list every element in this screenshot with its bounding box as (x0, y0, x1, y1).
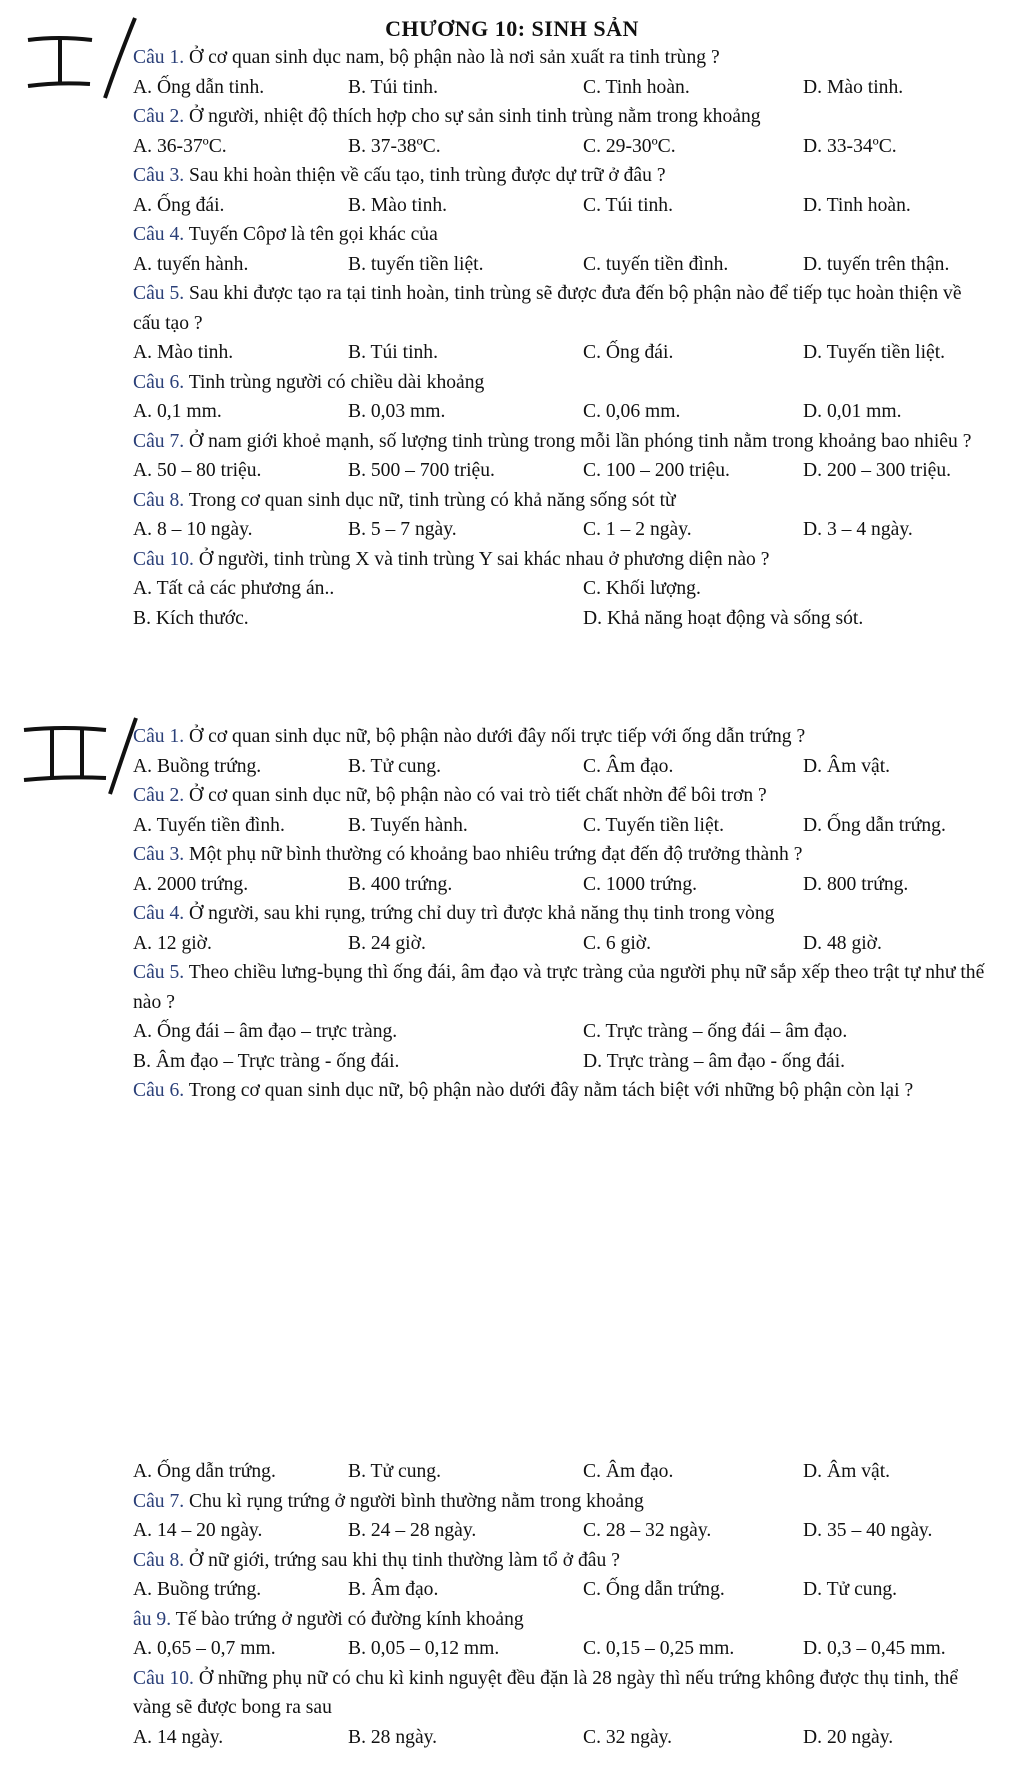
answer-option: D. tuyến trên thận. (803, 253, 950, 275)
answer-option: D. 200 – 300 triệu. (803, 460, 952, 481)
answer-option: C. 29-30ºC. (583, 135, 676, 157)
answer-option: C. 1000 trứng. (583, 873, 698, 895)
answer-option: B. 5 – 7 ngày. (348, 519, 457, 540)
answer-option: B. Tử cung. (348, 1461, 441, 1482)
answer-option: A. 8 – 10 ngày. (133, 519, 253, 540)
answer-option: B. 400 trứng. (348, 873, 453, 895)
question-text: Theo chiều lưng-bụng thì ống đái, âm đạo và trực tràng của người phụ nữ sắp xếp theo trật tự như thế nào ? (133, 962, 985, 1013)
answer-options (133, 397, 993, 427)
section-three (133, 1457, 993, 1752)
answer-option: C. Âm đạo. (583, 1461, 674, 1482)
question-stem (133, 161, 993, 191)
question-number: Câu 1. (133, 726, 185, 747)
page-title: CHƯƠNG 10: SINH SẢN (385, 16, 639, 41)
question-text: Chu kì rụng trứng ở người bình thường nằm trong khoảng (184, 1490, 644, 1512)
answer-option: B. Mào tinh. (348, 194, 448, 216)
answer-option: C. Trực tràng – ống đái – âm đạo. (583, 1021, 848, 1042)
answer-option: C. Tuyến tiền liệt. (583, 814, 724, 836)
answer-option: A. 2000 trứng. (133, 873, 249, 895)
question-text: Tuyến Côpơ là tên gọi khác của (184, 224, 438, 245)
answer-options (133, 456, 993, 486)
answer-option: B. Âm đạo – Trực tràng - ống đái. (133, 1050, 400, 1072)
question-number: Câu 5. (133, 962, 185, 983)
question-stem (133, 545, 993, 575)
question-number: Câu 6. (133, 1080, 185, 1101)
answer-option: C. Khối lượng. (583, 578, 701, 599)
answer-option: C. 100 – 200 triệu. (583, 460, 730, 481)
answer-option: D. Tuyến tiền liệt. (803, 342, 946, 363)
answer-option: A. 0,65 – 0,7 mm. (133, 1638, 276, 1659)
answer-option: D. Ống dẫn trứng. (803, 814, 946, 836)
question-number: Câu 1. (133, 47, 185, 68)
section-two (133, 722, 993, 1106)
answer-option: D. Âm vật. (803, 1461, 891, 1482)
answer-option: B. 37-38ºC. (348, 135, 441, 157)
section-mark-1 (10, 10, 135, 113)
answer-options (133, 752, 993, 782)
answer-option: B. Âm đạo. (348, 1579, 439, 1600)
question-text: Ở cơ quan sinh dục nữ, bộ phận nào có vai trò tiết chất nhờn để bôi trơn ? (184, 785, 767, 806)
question-stem (133, 840, 993, 870)
answer-option: D. 33-34ºC. (803, 135, 897, 157)
answer-option: C. 0,06 mm. (583, 401, 681, 422)
question-stem (133, 781, 993, 811)
question-number: Câu 5. (133, 283, 185, 304)
answer-option: D. Tử cung. (803, 1579, 898, 1600)
answer-option: A. Ống đái. (133, 194, 225, 216)
answer-options (133, 929, 993, 959)
question-stem (133, 1487, 993, 1517)
answer-option: A. Tuyến tiền đình. (133, 814, 285, 836)
answer-option: A. Mào tinh. (133, 342, 234, 363)
question-stem (133, 368, 993, 398)
question-text: Trong cơ quan sinh dục nữ, tinh trùng có khả năng sống sót từ (184, 489, 676, 511)
answer-option: D. 35 – 40 ngày. (803, 1520, 933, 1541)
answer-options (133, 1575, 993, 1605)
answer-option: D. 20 ngày. (803, 1726, 894, 1748)
answer-option: B. Kích thước. (133, 607, 249, 629)
answer-option: A. 0,1 mm. (133, 401, 222, 422)
question-number: Câu 7. (133, 430, 185, 452)
answer-options (133, 1723, 993, 1753)
answer-options (133, 870, 993, 900)
question-stem (133, 1546, 993, 1576)
question-stem (133, 1076, 993, 1106)
question-text: Ở người, sau khi rụng, trứng chỉ duy trì được khả năng thụ tinh trong vòng (184, 903, 775, 924)
answer-option: B. 0,03 mm. (348, 401, 446, 422)
question-text: Ở nam giới khoẻ mạnh, số lượng tinh trùng trong mỗi lần phóng tinh nằm trong khoảng bao nhiêu ? (184, 430, 972, 452)
question-number: Câu 2. (133, 106, 185, 127)
question-stem (133, 220, 993, 250)
answer-options (133, 574, 993, 633)
answer-option: B. 500 – 700 triệu. (348, 460, 495, 481)
question-number: Câu 6. (133, 371, 185, 393)
answer-options (133, 73, 993, 103)
question-stem (133, 279, 993, 338)
question-text: Tế bào trứng ở người có đường kính khoảng (171, 1608, 524, 1630)
question-text: Sau khi hoàn thiện về cấu tạo, tinh trùng được dự trữ ở đâu ? (184, 165, 666, 186)
section-one (133, 43, 993, 633)
answer-option: D. 3 – 4 ngày. (803, 519, 913, 540)
question-text: Ở cơ quan sinh dục nữ, bộ phận nào dưới đây nối trực tiếp với ống dẫn trứng ? (184, 726, 806, 747)
question-number: Câu 2. (133, 785, 185, 806)
answer-options (133, 191, 993, 221)
question-stem (133, 958, 993, 1017)
section-mark-2 (10, 708, 135, 811)
answer-option: C. 1 – 2 ngày. (583, 519, 692, 540)
answer-option: B. Tuyến hành. (348, 814, 468, 836)
question-stem (133, 102, 993, 132)
question-number: Câu 10. (133, 1667, 194, 1689)
answer-option: A. 14 ngày. (133, 1726, 224, 1748)
question-number: Câu 4. (133, 903, 185, 924)
answer-options (133, 338, 993, 368)
answer-options (133, 1516, 993, 1546)
answer-option: B. 28 ngày. (348, 1726, 438, 1748)
question-stem (133, 722, 993, 752)
answer-option: A. 14 – 20 ngày. (133, 1520, 263, 1541)
answer-options (133, 811, 993, 841)
answer-option: D. Mào tinh. (803, 76, 904, 98)
question-stem (133, 486, 993, 516)
answer-option: C. Âm đạo. (583, 755, 674, 777)
answer-option: C. Ống dẫn trứng. (583, 1579, 725, 1600)
answer-options (133, 515, 993, 545)
answer-option: B. 24 – 28 ngày. (348, 1520, 477, 1541)
answer-option: D. 800 trứng. (803, 873, 909, 895)
question-text: Ở người, tinh trùng X và tinh trùng Y sai khác nhau ở phương diện nào ? (193, 548, 770, 570)
question-number: Câu 3. (133, 844, 185, 865)
answer-option: A. 12 giờ. (133, 932, 212, 954)
answer-option: C. tuyến tiền đình. (583, 253, 729, 275)
answer-option: A. Ống dẫn tinh. (133, 76, 265, 98)
answer-option: B. Tử cung. (348, 755, 441, 777)
question-number: âu 9. (133, 1608, 172, 1630)
answer-option: C. Ống đái. (583, 342, 674, 363)
question-text: Ở nữ giới, trứng sau khi thụ tinh thường làm tổ ở đâu ? (184, 1549, 620, 1571)
answer-options (133, 132, 993, 162)
answer-option: A. 50 – 80 triệu. (133, 460, 262, 481)
answer-option: A. Tất cả các phương án.. (133, 578, 335, 599)
answer-option: D. Khả năng hoạt động và sống sót. (583, 607, 864, 629)
question-text: Trong cơ quan sinh dục nữ, bộ phận nào dưới đây nằm tách biệt với những bộ phận còn lại ? (184, 1080, 914, 1101)
answer-option: C. 32 ngày. (583, 1726, 673, 1748)
answer-option: B. 24 giờ. (348, 932, 426, 954)
question-stem (133, 427, 993, 457)
answer-option: D. 0,01 mm. (803, 401, 902, 422)
answer-option: C. Túi tinh. (583, 194, 673, 216)
answer-option: D. Tinh hoàn. (803, 194, 911, 216)
answer-option: C. 6 giờ. (583, 932, 652, 954)
answer-option: D. 48 giờ. (803, 932, 882, 954)
answer-option: A. Buồng trứng. (133, 1579, 262, 1600)
question-number: Câu 8. (133, 489, 185, 511)
answer-option: C. 28 – 32 ngày. (583, 1520, 712, 1541)
answer-option: B. 0,05 – 0,12 mm. (348, 1638, 500, 1659)
question-text: Ở người, nhiệt độ thích hợp cho sự sản sinh tinh trùng nằm trong khoảng (184, 106, 761, 127)
question-text: Ở cơ quan sinh dục nam, bộ phận nào là nơi sản xuất ra tinh trùng ? (184, 47, 720, 68)
question-text: Ở những phụ nữ có chu kì kinh nguyệt đều đặn là 28 ngày thì nếu trứng không được thụ tinh, thể vàng sẽ được bong ra sau (133, 1667, 959, 1718)
answer-option: D. 0,3 – 0,45 mm. (803, 1638, 946, 1659)
question-number: Câu 7. (133, 1490, 185, 1512)
answer-option: B. Túi tinh. (348, 76, 438, 98)
question-number: Câu 10. (133, 548, 194, 570)
answer-option: A. Buồng trứng. (133, 755, 262, 777)
question-number: Câu 4. (133, 224, 185, 245)
answer-option: D. Trực tràng – âm đạo - ống đái. (583, 1050, 846, 1072)
answer-option: B. Túi tinh. (348, 342, 438, 363)
answer-options (133, 1457, 993, 1487)
question-stem (133, 1664, 993, 1723)
question-text: Một phụ nữ bình thường có khoảng bao nhiêu trứng đạt đến độ trưởng thành ? (184, 844, 803, 865)
question-text: Tinh trùng người có chiều dài khoảng (184, 371, 485, 393)
answer-option: A. Ống dẫn trứng. (133, 1461, 276, 1482)
answer-options (133, 1634, 993, 1664)
question-stem (133, 899, 993, 929)
answer-options (133, 250, 993, 280)
question-text: Sau khi được tạo ra tại tinh hoàn, tinh trùng sẽ được đưa đến bộ phận nào để tiếp tục hoàn thiện về cấu tạo ? (133, 283, 962, 334)
answer-option: A. 36-37ºC. (133, 135, 227, 157)
question-number: Câu 8. (133, 1549, 185, 1571)
answer-option: A. Ống đái – âm đạo – trực tràng. (133, 1021, 398, 1042)
question-number: Câu 3. (133, 165, 185, 186)
answer-option: C. 0,15 – 0,25 mm. (583, 1638, 735, 1659)
question-stem (133, 43, 993, 73)
answer-option: B. tuyến tiền liệt. (348, 253, 484, 275)
answer-options (133, 1017, 993, 1076)
question-stem (133, 1605, 993, 1635)
answer-option: A. tuyến hành. (133, 253, 249, 275)
answer-option: D. Âm vật. (803, 755, 891, 777)
answer-option: C. Tinh hoàn. (583, 76, 690, 98)
